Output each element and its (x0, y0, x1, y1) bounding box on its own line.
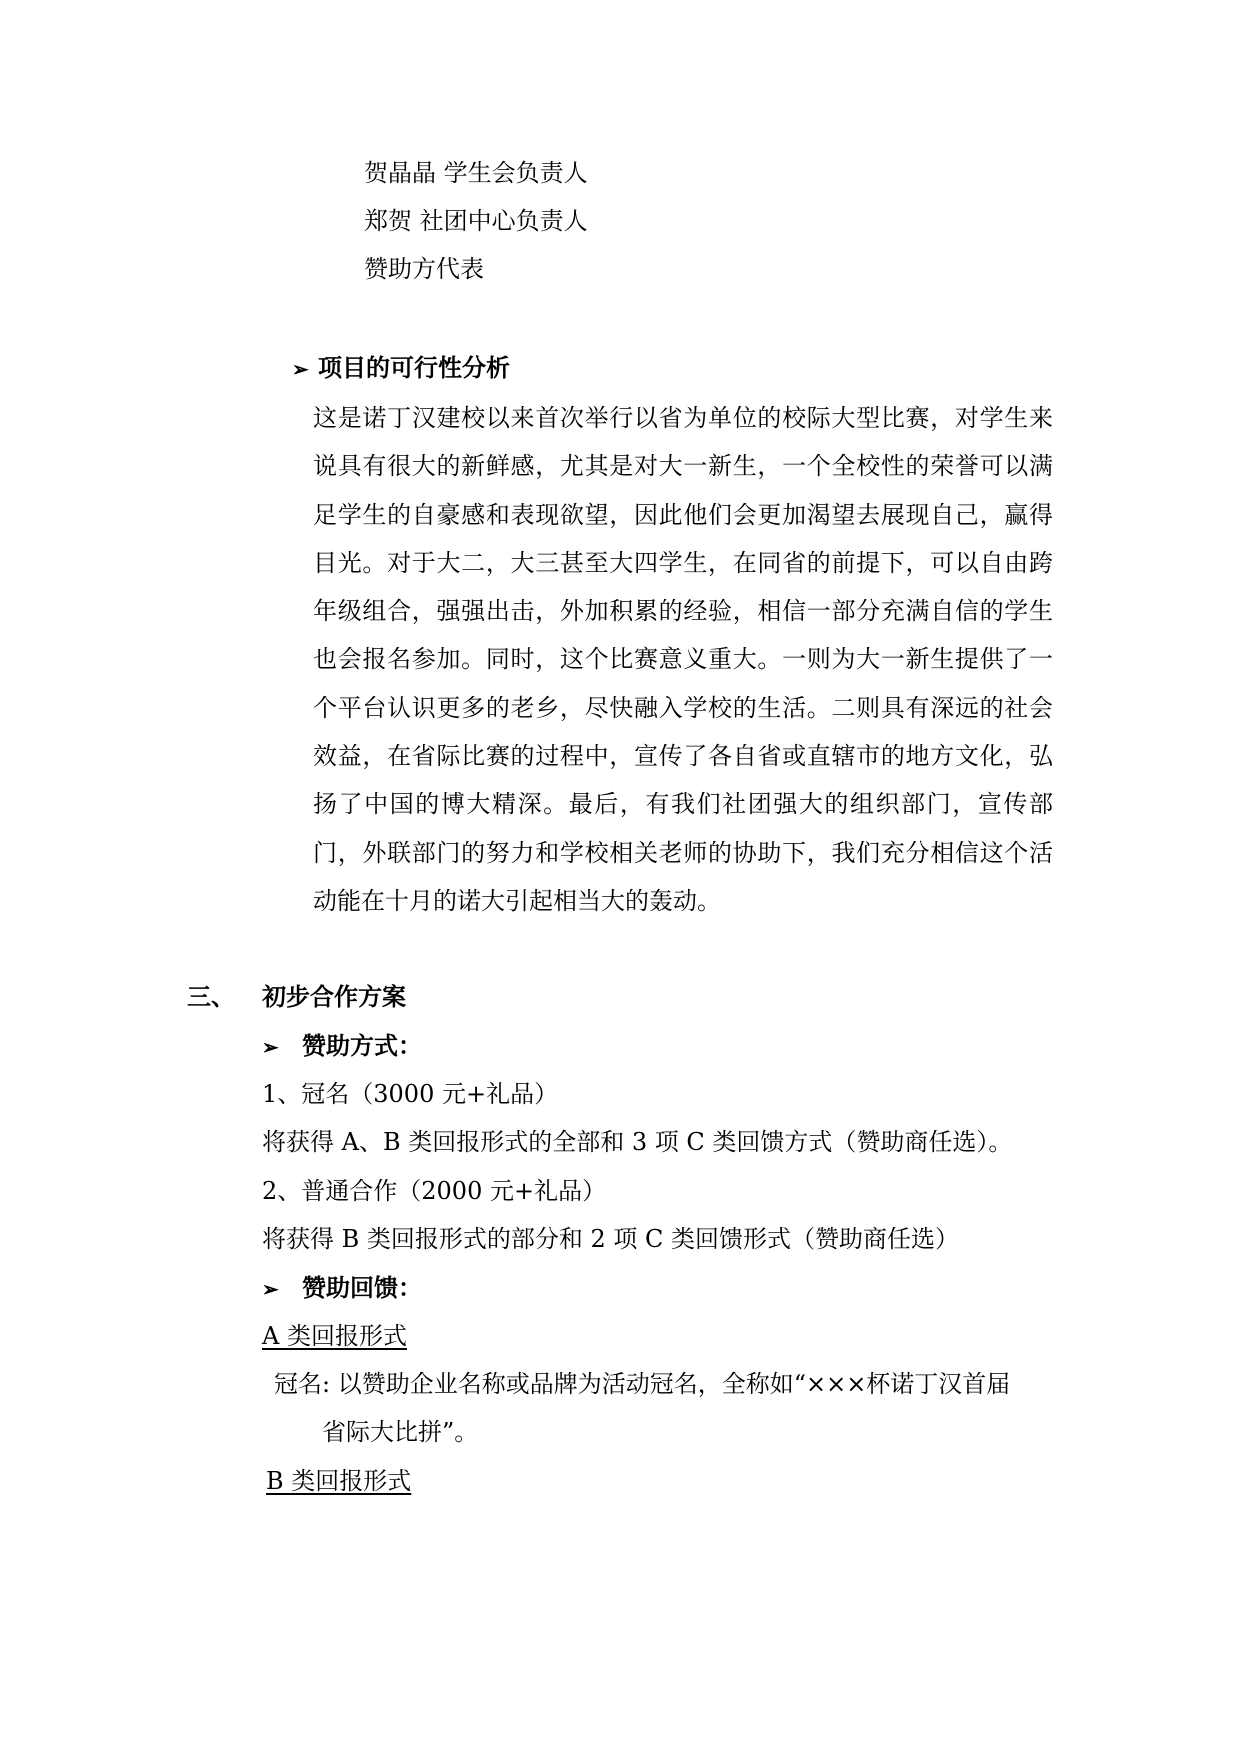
option-1: 1、冠名（3000 元+礼品） (262, 1080, 559, 1108)
arrow-bullet-icon: ➢ (262, 1277, 279, 1301)
section-title: 初步合作方案 (262, 982, 406, 1011)
feasibility-heading (292, 352, 510, 385)
feasibility-paragraph: 这是诺丁汉建校以来首次举行以省为单位的校际大型比赛，对学生来说具有很大的新鲜感，尤其是对大一新生，一个全校性的荣誉可以满足学生的自豪感和表现欲望，因此他们会更加渴望去展现自己，赢得目光。对于大二，大三甚至大四学生，在同省的前提下，可以自由跨年级组合，强强出击，外加积累的经验，相信一部分充满自信的学生也会报名参加。同时，这个比赛意义重大。一则为大一新生提供了一个平台认识更多的老乡，尽快融入学校的生活。二则具有深远的社会效益，在省际比赛的过程中，宣传了各自省或直辖市的地方文化，弘扬了中国的博大精深。最后，有我们社团强大的组织部门，宣传部门，外联部门的努力和学校相关老师的协助下，我们充分相信这个活动能在十月的诺大引起相当大的轰动。 (313, 404, 1053, 915)
sponsor-method-heading (262, 1030, 422, 1063)
feedback-heading (262, 1272, 422, 1305)
a-type-heading: A 类回报形式 (262, 1322, 407, 1350)
b-type-heading: B 类回报形式 (266, 1467, 412, 1495)
person-line-3: 赞助方代表 (364, 255, 484, 283)
option-2-description: 将获得 B 类回报形式的部分和 2 项 C 类回馈形式（赞助商任选） (262, 1225, 960, 1253)
naming-description-line-1: 冠名: 以赞助企业名称或品牌为活动冠名，全称如“×××杯诺丁汉首届 (274, 1370, 1011, 1398)
arrow-bullet-icon: ➢ (292, 357, 309, 381)
sponsor-method-heading-text: 赞助方式： (302, 1031, 422, 1060)
option-2: 2、普通合作（2000 元+礼品） (262, 1177, 607, 1205)
person-line-1: 贺晶晶 学生会负责人 (364, 159, 588, 187)
feasibility-heading-text: 项目的可行性分析 (318, 353, 510, 382)
person-line-2: 郑贺 社团中心负责人 (364, 207, 588, 235)
section-number: 三、 (187, 982, 235, 1011)
option-1-description: 将获得 A、B 类回报形式的全部和 3 项 C 类回馈方式（赞助商任选）。 (262, 1128, 1013, 1156)
arrow-bullet-icon: ➢ (262, 1035, 279, 1059)
naming-description-line-2: 省际大比拼”。 (322, 1418, 479, 1446)
section-heading (187, 981, 406, 1013)
feedback-heading-text: 赞助回馈： (302, 1273, 422, 1302)
